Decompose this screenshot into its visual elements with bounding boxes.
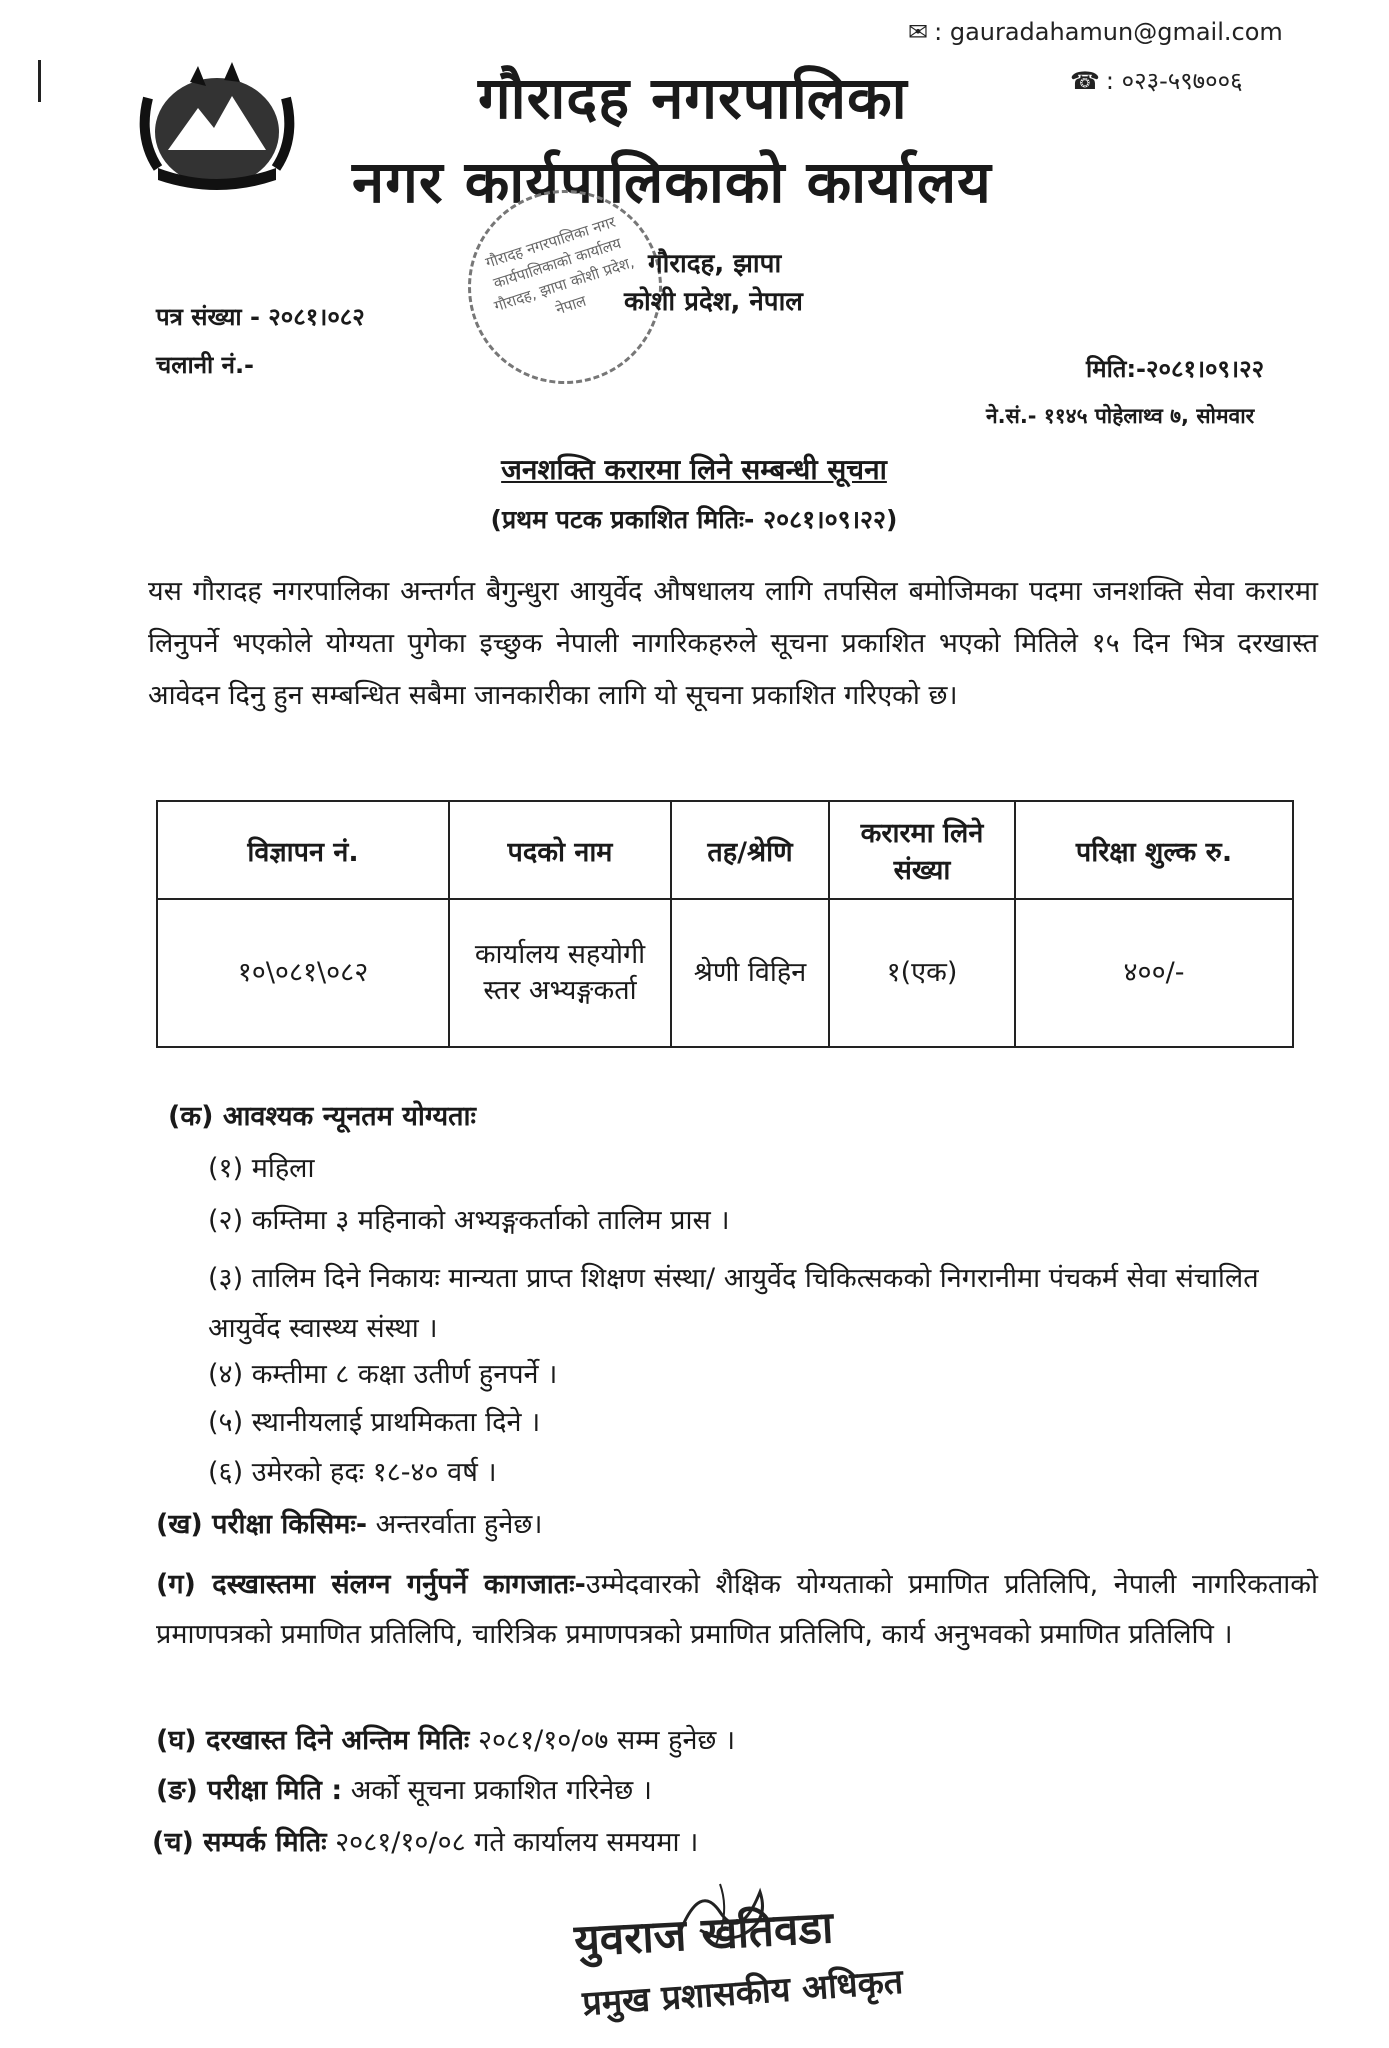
cell-exam-fee: ४००/-: [1015, 899, 1293, 1047]
requirement-cha-value: २०८१/१०/०८ गते कार्यालय समयमा ।: [335, 1827, 699, 1858]
notice-body: यस गौरादह नगरपालिका अन्तर्गत बैगुन्धुरा आयुर्वेद औषधालय लागि तपसिल बमोजिमका पदमा जनशक्ति सेवा करारमा लिनुपर्ने भएकोले योग्यता पुगेका इच्छुक नेपाली नागरिकहरुले सूचना प्रकाशित भएको मितिले १५ दिन भित्र दरखास्त आवेदन दिनु हुन सम्बन्धित सबैमा जानकारीका लागि यो सूचना प्रकाशित गरिएको छ।: [148, 576, 1318, 711]
requirement-kha: [156, 1506, 543, 1544]
requirement-kha-label: (ख) परीक्षा किसिमः-: [156, 1509, 368, 1540]
col-header-level: तह/श्रेणि: [671, 801, 829, 899]
stamp-text: गौरादह नगरपालिका नगर कार्यपालिकाको कार्यालय गौरादह, झापा कोशी प्रदेश, नेपाल: [483, 212, 637, 319]
address-line2: कोशी प्रदेश, नेपाल: [624, 287, 803, 317]
list-item: (३) तालिम दिने निकायः मान्यता प्राप्त शिक्षण संस्था/ आयुर्वेद चिकित्सकको निगरानीमा पंचकर्म सेवा संचालित आयुर्वेद स्वास्थ्य संस्था ।: [208, 1263, 1259, 1344]
address-line1: गौरादह, झापा: [648, 249, 782, 279]
phone-line: ☎ : ०२३-५९७००६: [1070, 67, 1243, 95]
requirement-ga-value: उम्मेदवारको शैक्षिक योग्यताको प्रमाणित प्रतिलिपि, नेपाली नागरिकताको प्रमाणपत्रको प्रमाणित प्रतिलिपि, चारित्रिक प्रमाणपत्रको प्रमाणित प्रतिलिपि, कार्य अनुभवको प्रमाणित प्रतिलिपि ।: [156, 1569, 1319, 1650]
cell-level: श्रेणी विहिन: [671, 899, 829, 1047]
signatory-designation: प्रमुख प्रशासकीय अधिकृत: [581, 1961, 905, 2025]
municipality-title: गौरादह नगरपालिका: [478, 64, 908, 132]
requirement-nga-label: (ङ) परीक्षा मिति :: [156, 1775, 343, 1806]
telephone-icon: ☎: [1070, 67, 1100, 95]
email-line: ✉ : gauradahamun@gmail.com: [908, 18, 1283, 46]
margin-mark: [38, 60, 41, 102]
requirement-ka-label: (क) आवश्यक न्यूनतम योग्यताः: [168, 1101, 476, 1132]
list-item: (२) कम्तिमा ३ महिनाको अभ्यङ्गकर्ताको तालिम प्रास ।: [208, 1205, 730, 1236]
date: मिति:-२०८१।०९।२२: [1086, 355, 1265, 383]
requirement-ga: [156, 1560, 1318, 1660]
requirement-nga: [156, 1772, 652, 1810]
col-header-advertisement-no: विज्ञापन नं.: [157, 801, 449, 899]
signatory-name: युवराज खतिवडा: [572, 1902, 835, 1967]
requirement-cha: [152, 1824, 698, 1862]
vacancy-table: [156, 800, 1294, 1048]
nepal-emblem-icon: [128, 58, 306, 198]
patra-sankhya: पत्र संख्या - २०८१।०८२: [156, 303, 365, 331]
requirement-kha-value: अन्तरर्वाता हुनेछ।: [375, 1509, 543, 1540]
requirement-nga-value: अर्को सूचना प्रकाशित गरिनेछ ।: [350, 1775, 652, 1806]
office-title: नगर कार्यपालिकाको कार्यालय: [352, 148, 992, 216]
list-item: (१) महिला: [208, 1153, 315, 1184]
notice-heading: जनशक्ति करारमा लिने सम्बन्धी सूचना: [501, 453, 887, 486]
requirement-cha-label: (च) सम्पर्क मितिः: [152, 1827, 327, 1858]
envelope-icon: ✉: [908, 18, 929, 46]
requirement-gha-label: (घ) दरखास्त दिने अन्तिम मितिः: [156, 1725, 470, 1756]
requirement-gha-value: २०८१/१०/०७ सम्म हुनेछ ।: [477, 1725, 736, 1756]
list-item: (६) उमेरको हदः १८-४० वर्ष ।: [208, 1457, 497, 1488]
list-item: (४) कम्तीमा ८ कक्षा उतीर्ण हुनपर्ने ।: [208, 1359, 558, 1390]
cell-count: १(एक): [829, 899, 1015, 1047]
cell-advertisement-no: १०\०८१\०८२: [157, 899, 449, 1047]
col-header-post-name: पदको नाम: [449, 801, 671, 899]
nepal-sambat-date: ने.सं.- ११४५ पोहेलाथ्व ७, सोमवार: [986, 404, 1255, 428]
phone-text: ०२३-५९७००६: [1121, 67, 1243, 95]
requirement-ga-label: (ग) दस्खास्तमा संलग्न गर्नुपर्ने कागजातः-: [156, 1569, 586, 1600]
requirement-gha: [156, 1722, 735, 1760]
chalani-number: चलानी नं.-: [156, 351, 255, 379]
notice-subheading: (प्रथम पटक प्रकाशित मितिः- २०८१।०९।२२): [490, 505, 898, 534]
cell-post-name: कार्यालय सहयोगी स्तर अभ्यङ्गकर्ता: [449, 899, 671, 1047]
table-row: [157, 899, 1293, 1047]
email-text: gauradahamun@gmail.com: [949, 18, 1283, 46]
list-item: (५) स्थानीयलाई प्राथमिकता दिने ।: [208, 1407, 541, 1438]
col-header-count: करारमा लिने संख्या: [829, 801, 1015, 899]
col-header-exam-fee: परिक्षा शुल्क रु.: [1015, 801, 1293, 899]
table-header-row: [157, 801, 1293, 899]
